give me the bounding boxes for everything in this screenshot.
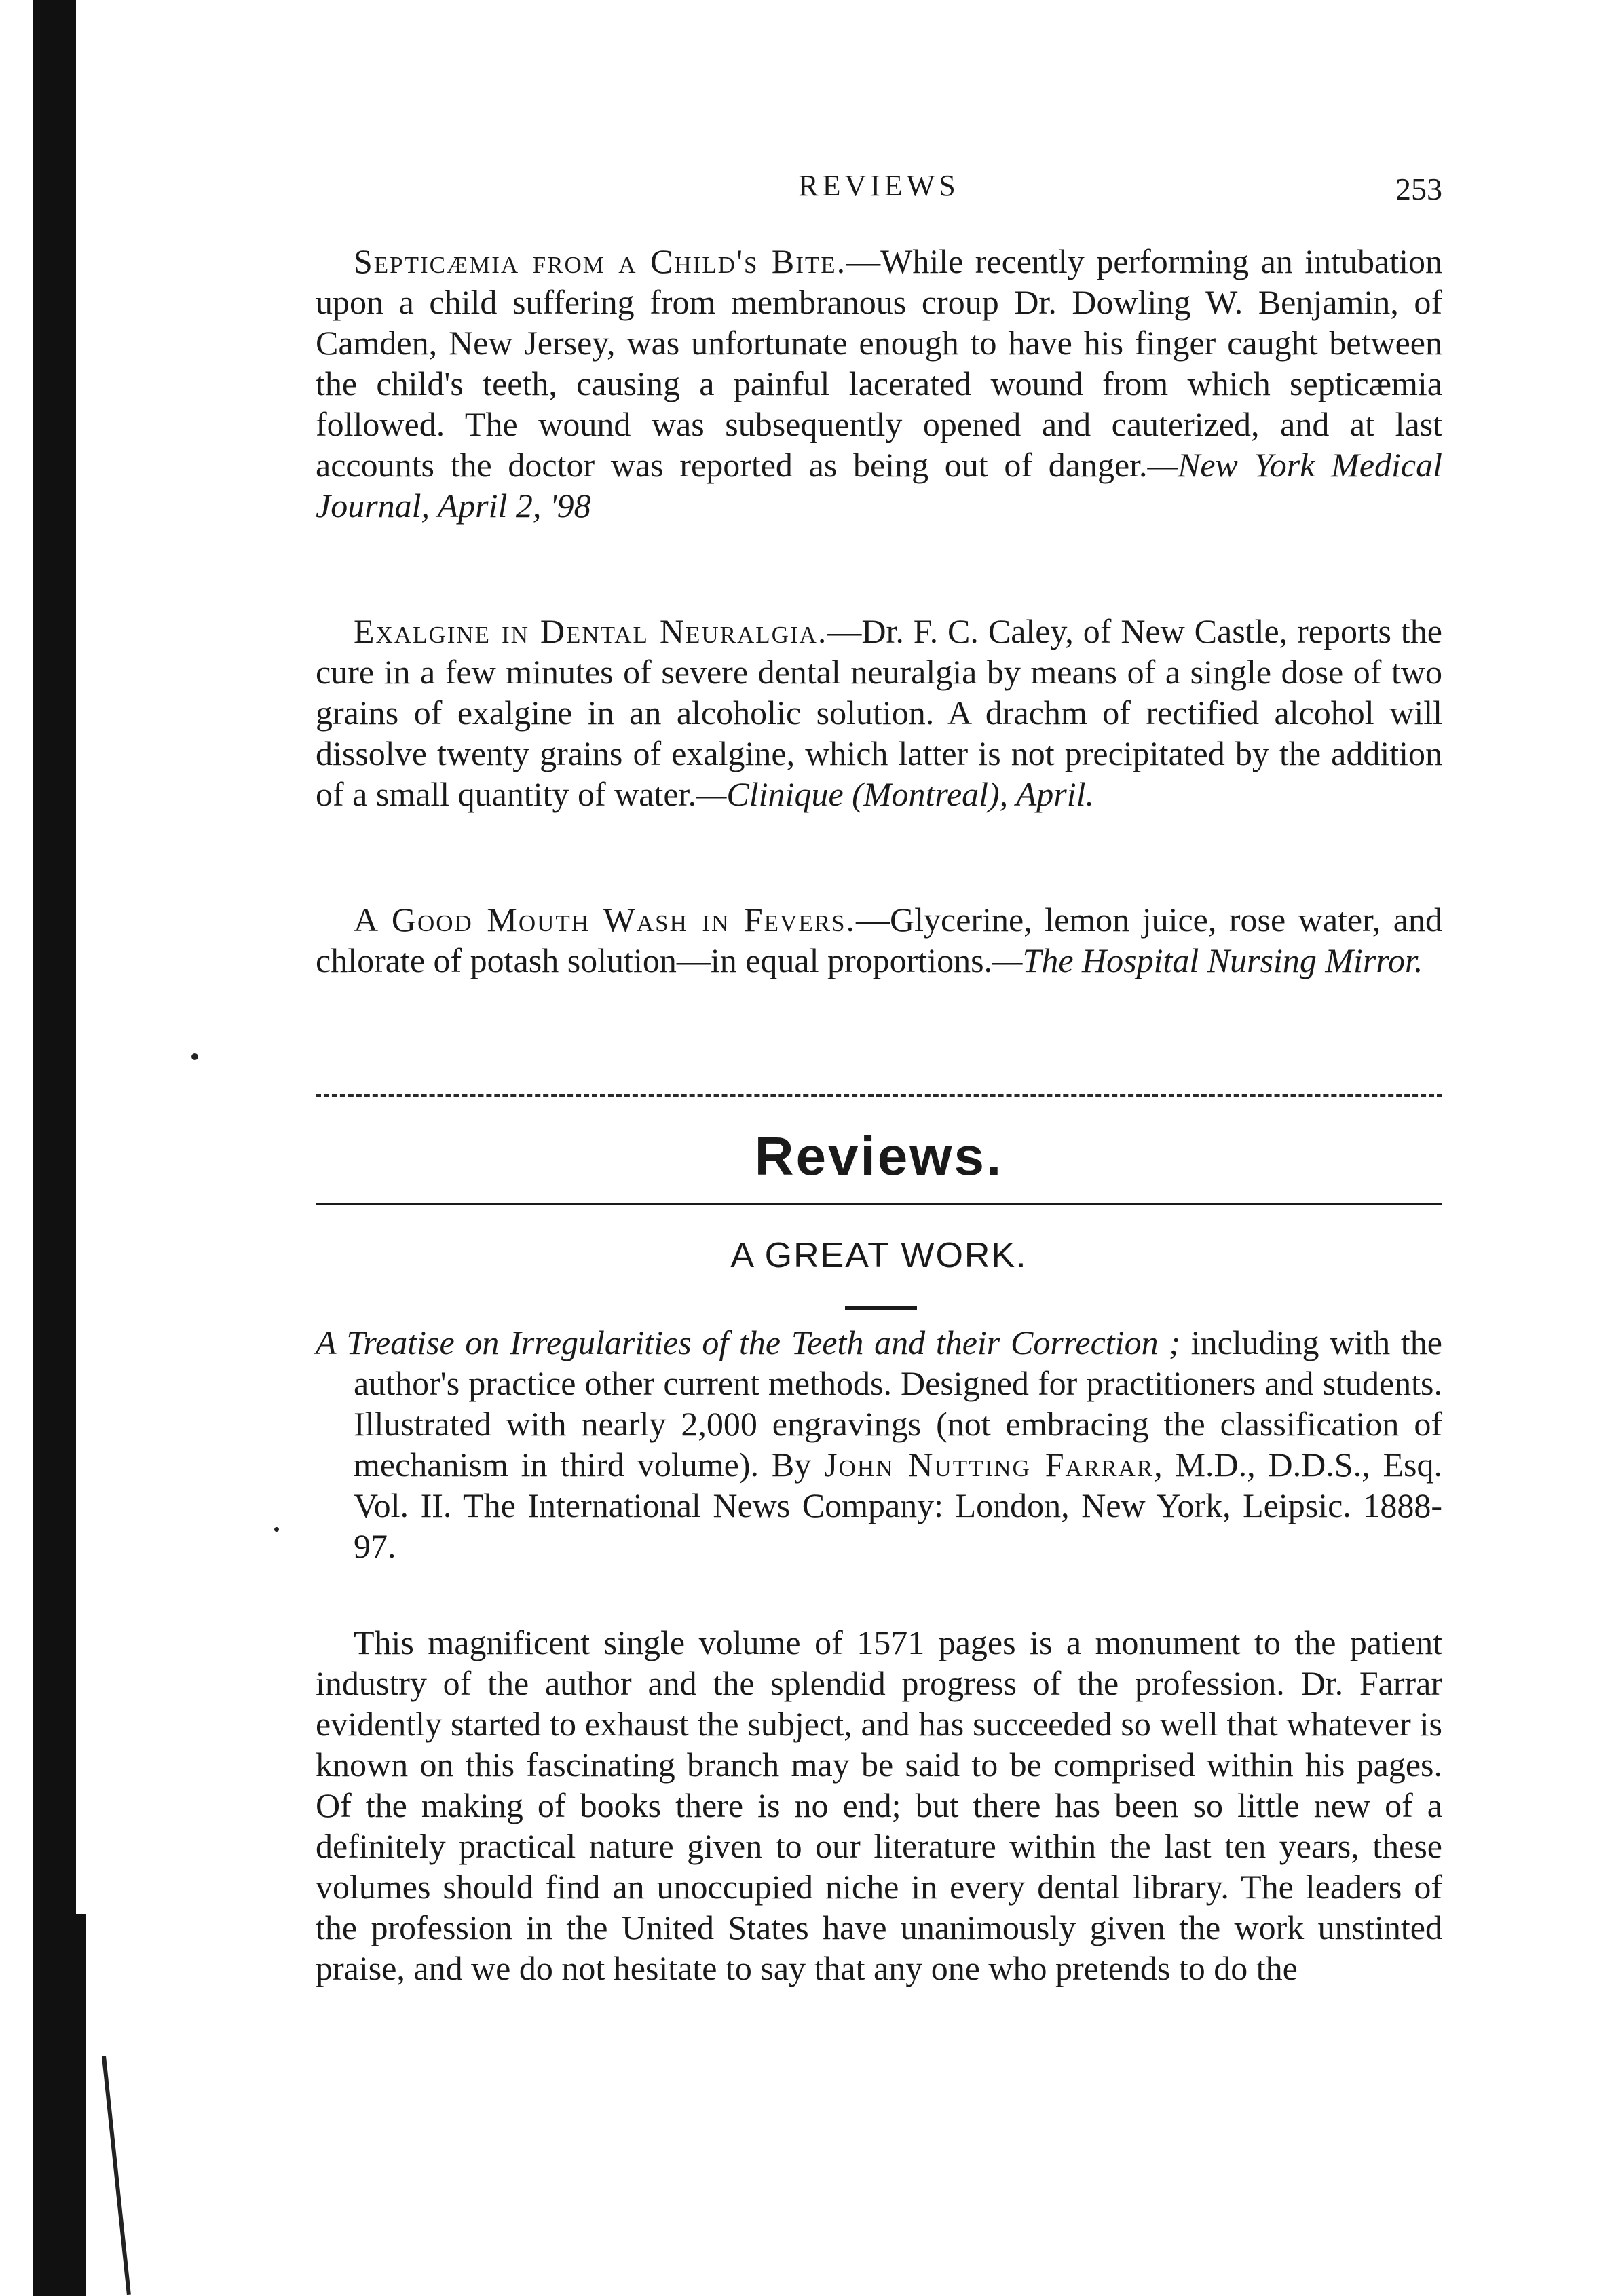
news-item-body: —Dr. F. C. Caley, of New Castle, reports the cure in a few minutes of severe dental neuralgia by means of a single dose of two grains of exalgine in an alcoholic solution. A drachm of rectified alcohol will dissolve twenty grains of exalgine, which latter is not precipitated by the addition of a small quantity of water. <box>316 612 1442 813</box>
news-item-source: —New York Medical Journal, April 2, '98 <box>316 446 1442 525</box>
news-item-body: —Glycerine, lemon juice, rose water, and chlorate of potash solution—in equal proportions. <box>316 901 1442 979</box>
book-publication: , M.D., D.D.S., Esq. Vol. II. The International News Company: London, New York, Leipsic. 1888-97. <box>354 1446 1443 1565</box>
news-item-source: —The Hospital Nursing Mirror. <box>992 941 1423 979</box>
book-details: including with the author's practice other current methods. Designed for practitioners and students. Illustrated with nearly 2,000 engravings (not embracing the classification of mechanism in third volume). By <box>354 1323 1442 1484</box>
news-item-mouth-wash <box>316 899 1442 981</box>
news-item-septicaemia <box>316 241 1442 526</box>
news-item-exalgine <box>316 611 1442 814</box>
ink-speck <box>191 1053 198 1060</box>
book-title: A Treatise on Irregularities of the Teeth and their Correction ; <box>316 1323 1180 1361</box>
news-item-body: —While recently performing an intubation upon a child suffering from membranous croup Dr. Dowling W. Benjamin, of Camden, New Jersey, was unfortunate enough to have his finger caught between the child's teeth, causing a painful lacerated wound from which septicæmia followed. The wound was subsequently opened and cauterized, and at last accounts the doctor was reported as being out of danger. <box>316 242 1442 484</box>
review-body: This magnificent single volume of 1571 pages is a monument to the patient industry of the author and the splendid progress of the profession. Dr. Farrar evidently started to exhaust the subject, and has succeeded so well that whatever is known on this fascinating branch may be said to be comprised within his pages. Of the making of books there is no end; but there has been so little new of a definitely practical nature given to our literature within the last ten years, these volumes should find an unoccupied niche in every dental library. The leaders of the profession in the United States have unanimously given the work unstinted praise, and we do not hesitate to say that any one who pretends to do the <box>316 1623 1442 1987</box>
binding-streak <box>102 2056 131 2295</box>
review-subheading: A GREAT WORK. <box>730 1236 1028 1275</box>
reviews-heading-rule <box>316 1203 1442 1205</box>
news-item-heading: Septicæmia from a Child's Bite. <box>354 242 847 280</box>
ink-speck <box>274 1527 279 1532</box>
news-item-heading: Exalgine in Dental Neuralgia. <box>354 612 828 650</box>
subheading-rule <box>845 1306 917 1310</box>
news-item-source: —Clinique (Montreal), April. <box>696 775 1095 813</box>
book-citation <box>316 1322 1442 1566</box>
binding-shadow <box>33 0 76 2296</box>
running-title: REVIEWS <box>798 169 960 202</box>
reviews-heading: Reviews. <box>754 1126 1004 1186</box>
page <box>316 0 1442 2296</box>
section-divider <box>316 1094 1442 1097</box>
running-head <box>316 168 1442 216</box>
book-author: John Nutting Farrar <box>824 1446 1155 1484</box>
page-number: 253 <box>1395 172 1442 206</box>
binding-shadow-lower <box>76 1914 86 2296</box>
news-item-heading: A Good Mouth Wash in Fevers. <box>354 901 857 939</box>
